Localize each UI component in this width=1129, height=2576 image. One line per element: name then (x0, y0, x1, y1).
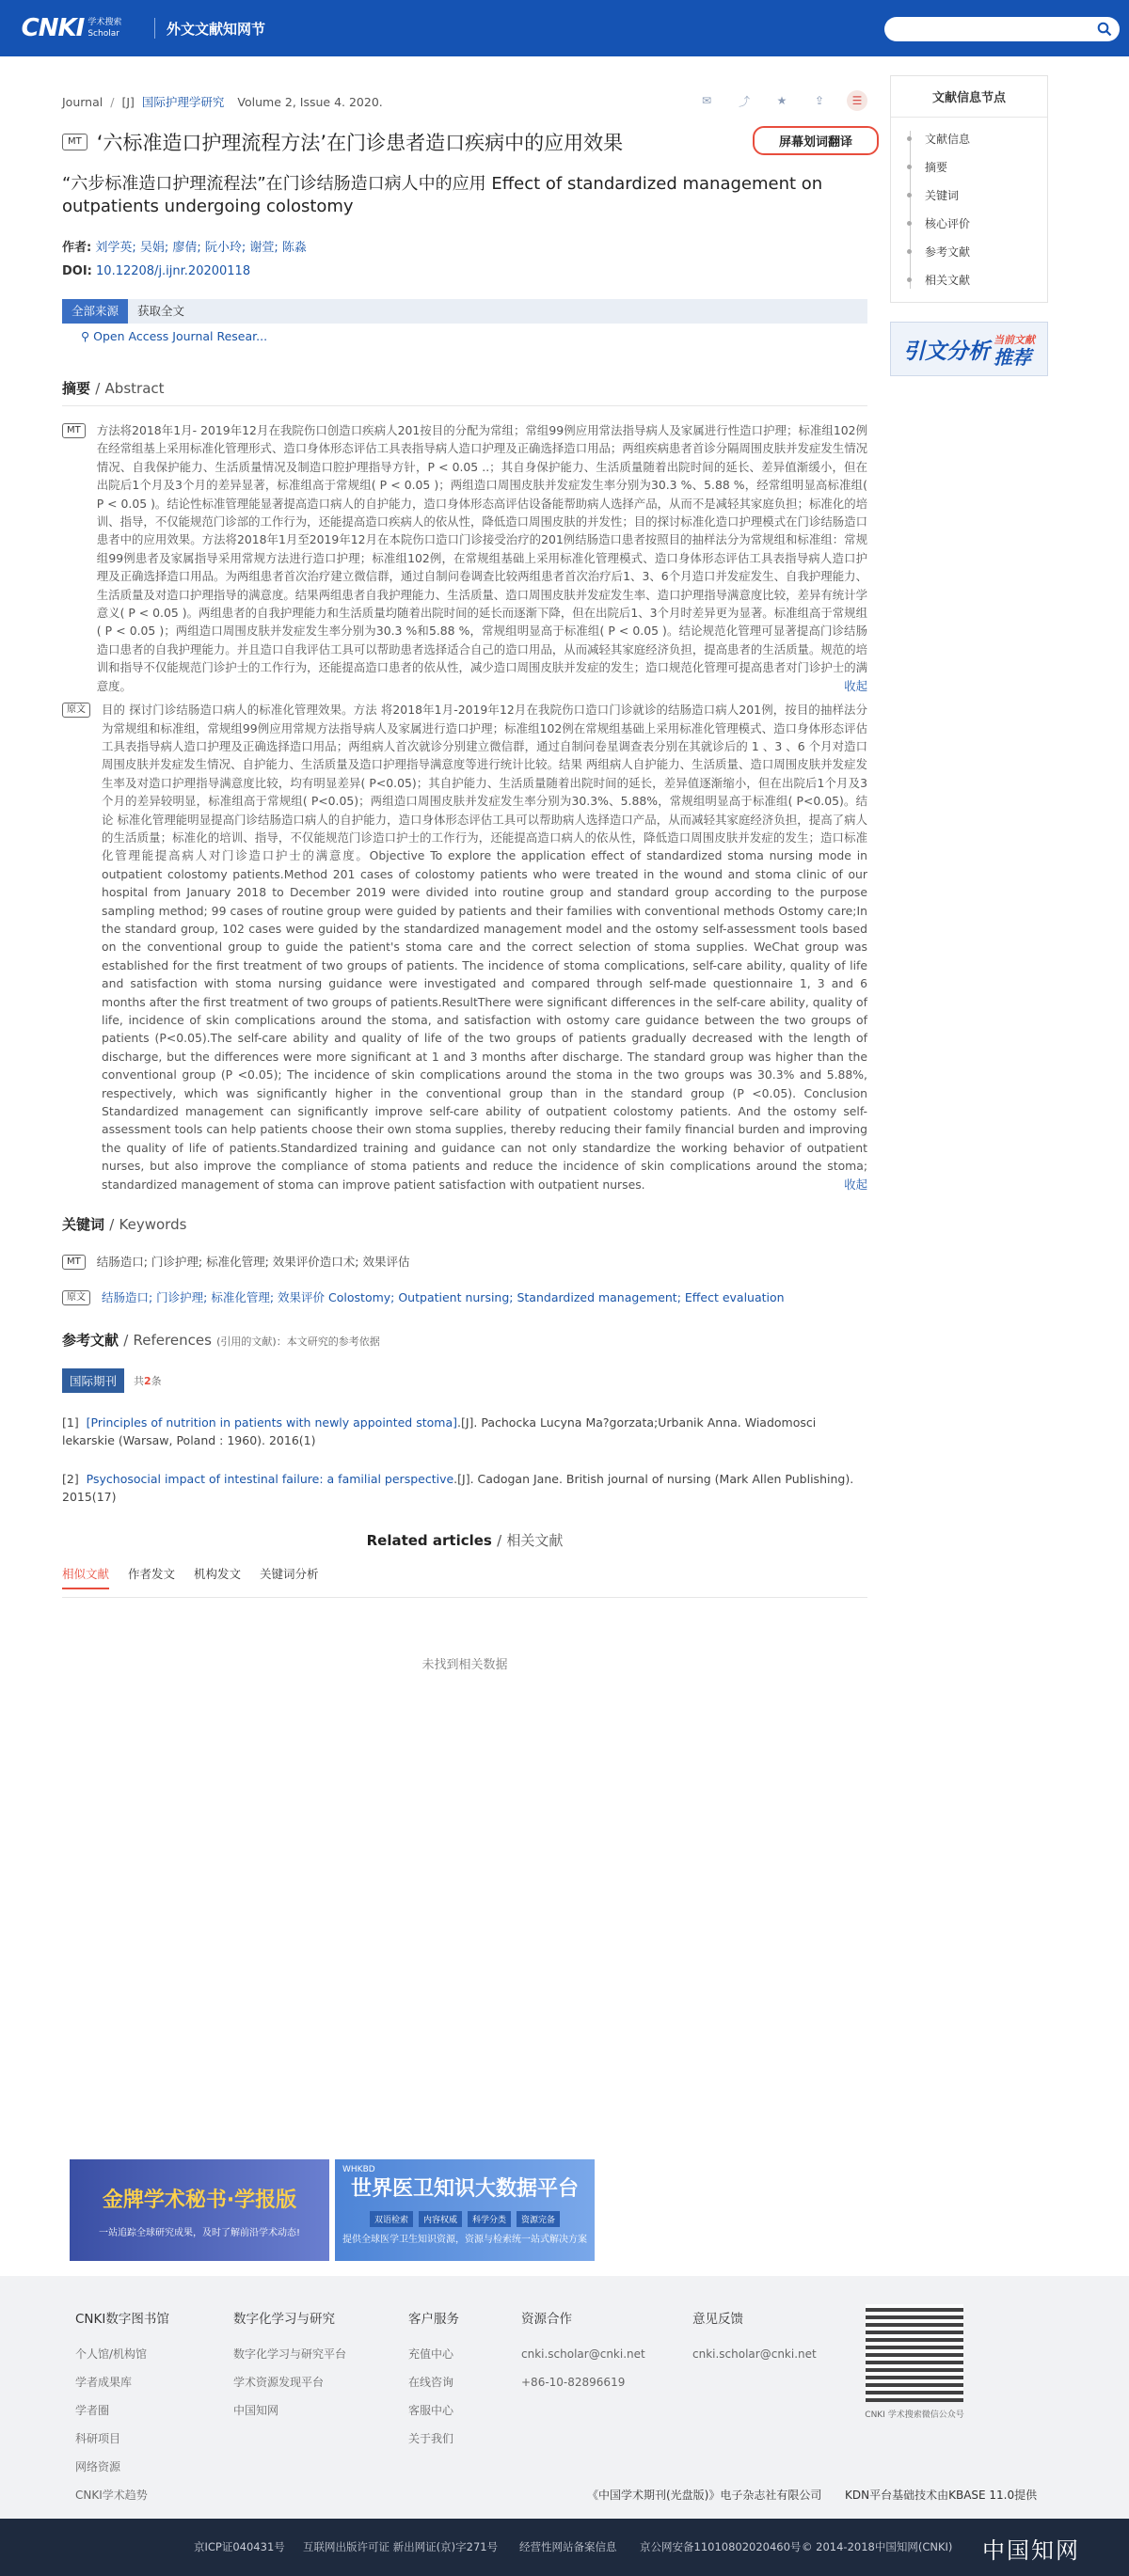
reference-item: [2] Psychosocial impact of intestinal failure: a familial perspective.[J]. Cadogan Jane. British journal of nursing (Mark Allen Publishing). 2015(17) (62, 1472, 854, 1505)
ad-banner-scholar[interactable]: 金牌学术秘书·学报版 一站追踪全球研究成果，及时了解前沿学术动态! (70, 2159, 329, 2261)
doi-label: DOI: (62, 264, 92, 278)
keywords-original-list[interactable]: 结肠造口; 门诊护理; 标准化管理; 效果评价 Colostomy; Outpatient nursing; Standardized management; Effect evaluation (102, 1290, 785, 1305)
collapse-link[interactable]: 收起 (844, 678, 867, 693)
top-bar (0, 0, 1129, 56)
abstract-heading: 摘要 / Abstract (62, 378, 867, 406)
publisher-text: 《中国学术期刊(光盘版)》电子杂志社有限公司 (587, 2489, 822, 2502)
header-divider (154, 18, 155, 39)
source-item[interactable] (62, 324, 867, 352)
cnki-logo[interactable] (0, 0, 143, 56)
reference-tabs (62, 1368, 867, 1393)
pub-type: Journal (62, 94, 103, 109)
tab-get-fulltext[interactable]: 获取全文 (137, 304, 185, 318)
footer-col-feedback: 意见反馈 cnki.scholar@cnki.net (692, 2312, 817, 2361)
keywords-heading: 关键词 / Keywords (62, 1216, 187, 1234)
tab-keyword-analysis[interactable]: 关键词分析 (260, 1567, 319, 1582)
mt-tag: MT (62, 134, 87, 150)
keywords-mt-list: 结肠造口; 门诊护理; 标准化管理; 效果评价造口术; 效果评估 (96, 1255, 410, 1270)
source-tabs (62, 299, 867, 324)
citation-analysis-banner[interactable]: 引文分析 当前文献 推荐 (890, 322, 1048, 376)
doi (62, 264, 867, 278)
page-title: ‘六标准造口护理流程方法’在门诊患者造口疾病中的应用效果 (96, 132, 624, 154)
keywords-original (62, 1288, 867, 1305)
qr-caption: CNKI 学术搜索微信公众号 (865, 2410, 964, 2420)
doi-link[interactable]: 10.12208/j.ijnr.20200118 (96, 264, 251, 278)
title-row (62, 128, 867, 156)
publication-meta: Journal / [J] 国际护理学研究 Volume 2, Issue 4. 2020. ✉ ⤴ ★ ⇪ ☰ 屏幕划词翻译 (62, 81, 867, 122)
original-title: “六步标准造口护理流程法”在门诊结肠造口病人中的应用 Effect of standardized management on outpatients undergoing colostomy (62, 174, 823, 216)
search-box (884, 17, 1120, 41)
logo-sub-en: Scholar (87, 29, 119, 39)
abstract-original (62, 701, 867, 1193)
original-tag: 原文 (62, 703, 90, 718)
tech-text: KDN平台基础技术由KBASE 11.0提供 (845, 2489, 1038, 2502)
reference-count: 共2条 (134, 1375, 162, 1388)
journal-link[interactable]: 国际护理学研究 (141, 95, 225, 109)
wechat-qr-code (866, 2304, 963, 2402)
sidebar-item-references[interactable]: 参考文献 (917, 238, 1047, 266)
original-tag: 原文 (62, 1290, 90, 1305)
authors (62, 237, 867, 255)
search-icon[interactable] (1097, 22, 1112, 37)
star-icon[interactable]: ★ (776, 94, 787, 107)
cnki-bottom-logo: 中国知网 (982, 2537, 1080, 2564)
mt-tag: MT (62, 1255, 86, 1270)
abstract-original-text: 目的 探讨门诊结肠造口病人的标准化管理效果。方法 将2018年1月-2019年12月在我院伤口造口门诊就诊的结肠造口病人201例，按目的抽样法分为常规组和标准组，常规组99例应用常规方法指导病人及家属进行造口护理；标准组102例在常规组基础上采用标准化管理模式、造口身体形态评估工具表指导病人造口护理及正确选择造口用品；两组病人首次就诊分别建立微信群，通过自制问卷星调查表分别在其就诊后的 1 、3 、6 个月对造口周围皮肤并发症发生情况、自护能力、生活质量及造口护理指导满意度等进行统计比较。结果 两组病人自护能力、生活质量、造口周围皮肤并发症发生率及对造口护理指导满意度比较，均有明显差异( P<0.05)；其自护能力、生活质量随着出院时间的延长，差异值逐渐缩小，但在出院后1个月及3个月的差异较明显，标准组高于常规组( P<0.05)；两组造口周围皮肤并发症发生率分别为30.3%、5.88%，常规组明显高于标准组( P<0.05)。结论 标准化管理能明显提高门诊结肠造口病人的自护能力，造口身体形态评估工具可以帮助病人选择造口产品，从而减轻其家庭经济负担，提高了病人的生活质量；标准化的培训、指导，不仅能规范门诊造口护士的工作行为，还能提高造口病人的依从性，降低造口周围皮肤并发症的发生；造口标准化管理能提高病人对门诊造口护士的满意度。Objective To explore the application effect of standardized stoma nursing mode in outpatient colostomy patients.Method 201 cases of colostomy patients who were treated in the wound and stoma clinic of our hospital from January 2018 to December 2019 were divided into routine group and standard group according to the purpose sampling method; 99 cases of routine group were guided by patients and their families with conventional methods Ostomy care;In the standard group, 102 cases were guided by the standardized management model and the ostomy self-assessment tools based on the conventional group to guide the patient's stoma care and the correct selection of stoma supplies. WeChat group was established for the first treatment of two groups of patients. The incidence of stoma complications, self-care ability, quality of life and satisfaction with stoma nursing guidance were investigated and compared through self-made questionnaire 1, 3 and 6 months after the first treatment of two groups of patients.ResultThere were significant differences in the self-care ability, quality of life, incidence of skin complications around the stoma, and satisfaction with ostomy care guidance between the two groups of patients (P<0.05).The self-care ability and quality of life of the two groups of patients gradually decreased with the length of discharge, but the differences were more significant at 1 and 3 months after discharge. The standard group was higher than the conventional group (P <0.05); The incidence of skin complications around the stoma in the two groups was 30.3% and 5.88%, respectively, which was significantly higher in the conventional group than in the standard group (P <0.05). Conclusion Standardized management can significantly improve self-care ability of outpatient colostomy patients. And the ostomy self-assessment tools can help patients choose their own stoma supplies, thereby reducing their family financial burden and improving the quality of life of patients.Standardized training and guidance can not only standardize the working behavior of outpatient nurses, but also improve the compliance of stoma patients and reduce the incidence of skin complications around the stoma; standardized management of stoma can improve patient satisfaction with outpatient nurses. (102, 703, 867, 1192)
mt-tag: MT (62, 423, 86, 438)
volume-info: Volume 2, Issue 4. 2020. (237, 94, 383, 109)
main-content (62, 81, 867, 1672)
reference-link[interactable]: [Principles of nutrition in patients with newly appointed stoma] (86, 1415, 457, 1430)
related-tabs (62, 1565, 867, 1598)
keywords-mt (62, 1253, 867, 1270)
source-item-label: Open Access Journal Resear... (93, 329, 268, 343)
tab-author-papers[interactable]: 作者发文 (128, 1567, 176, 1582)
logo-sub-cn: 学术搜索 (87, 18, 122, 27)
footer-col-learning: 数字化学习与研究 数字化学习与研究平台 学术资源发现平台 中国知网 (233, 2312, 347, 2417)
no-data-message: 未找到相关数据 (421, 1658, 508, 1673)
abstract-mt (62, 421, 867, 695)
authors-label: 作者: (62, 241, 92, 255)
toolbar (696, 90, 867, 111)
sidebar-item-related[interactable]: 相关文献 (917, 266, 1047, 294)
sidebar-item-evaluation[interactable]: 核心评价 (917, 210, 1047, 238)
related-heading: Related articles / 相关文献 (366, 1532, 564, 1550)
abstract-mt-text: 方法将2018年1月- 2019年12月在我院伤口创造口疾病人201按目的分配为常组；常组99例应用常法指导病人及家属进行性造口护理；标准组102例在经常组基上采用标准化管理形式、造口身体形态评估工具表指导病人造口护理及正确选择造口用品；两组疾病患者首诊分隔周围皮肤并发症发生情况情况、自我保护能力、生活质量情况及制造口腔护理指导方针，P < 0.05 ..；其自身保护能力、生活质量随着出院时间的延长、差异值渐缓小，但在出院后1个月及3个月的差异显著，标准组高于常规组( P < 0.05 )；两组造口周围皮肤并发症发生率分别为30.3 %、5.88 %，经常组明显高标准组( P < 0.05 )。结论性标准管理能显著提高造口病人的自护能力，造口身体形态高评估设备能帮助病人选择产品，从而不是减轻其家庭负担；标准化的培训、指导，不仅能规范门诊部的工作行为，还能提高造口疾病人的依从性，降低造口周围皮肤的并发性；目的探讨标准化造口护理模式在门诊结肠造口患者中的应用效果。方法将2018年1月至2019年12月在本院伤口造口门诊接受治疗的201例结肠造口患者按照目的抽样法分为常规组和标准组：常规组99例患者及家属指导采用常规方法进行造口护理；标准组102例，在常规组基础上采用标准化管理模式、造口身体形态评估工具表指导病人造口护理及正确选择造口用品。为两组患者首次治疗建立微信群，通过自制问卷调查比较两组患者首次治疗后1、3、6个月造口并发症发生、自我护理能力、生活质量及对造口护理指导的满意度。结果两组患者自我护理能力、生活质量、造口周围皮肤并发症发生率、造口护理指导满意度比较，差异有统计学意义( P < 0.05 )。两组患者的自我护理能力和生活质量均随着出院时间的延长而逐渐下降，但在出院后1、3个月时差异更为显著。标准组高于常规组( P < 0.05 )；两组造口周围皮肤并发症发生率分别为30.3 %和5.88 %，常规组明显高于标准组( P < 0.05 )。结论规范化管理可显著提高门诊结肠造口患者的自我护理能力。并且造口自我评估工具可以帮助患者选择适合自己的造口用品，从而减轻其家庭经济负担，提高患者的生活质量。规范的培训和指导不仅能规范门诊护士的工作行为，还能提高造口患者的依从性，减少造口周围皮肤并发症的发生；造口规范化管理可提高患者对门诊护士的满意度。 (96, 423, 867, 693)
attachment-icon: ⚲ (81, 329, 90, 343)
sidebar-item-info[interactable]: 文献信息 (917, 125, 1047, 153)
tab-similar[interactable]: 相似文献 (62, 1565, 109, 1589)
pub-tag: [J] (121, 94, 135, 109)
author-links[interactable]: 刘学英; 吴娟; 廖倩; 阮小玲; 谢萱; 陈淼 (95, 241, 307, 255)
email-icon[interactable]: ✉ (701, 94, 712, 107)
sidebar-item-keywords[interactable]: 关键词 (917, 182, 1047, 210)
tab-all-sources[interactable]: 全部来源 (62, 299, 128, 324)
reference-link[interactable]: Psychosocial impact of intestinal failure: a familial perspective (86, 1472, 454, 1487)
collapse-link[interactable]: 收起 (844, 1177, 867, 1192)
references-heading: 参考文献 / References (引用的文献)：本文研究的参考依据 (62, 1332, 380, 1350)
footer (0, 2276, 1129, 2519)
sidebar-nav (890, 75, 1048, 303)
sidebar-title: 文献信息节点 (891, 76, 1047, 118)
site-name: 外文文献知网节 (167, 20, 266, 38)
sidebar-item-abstract[interactable]: 摘要 (917, 153, 1047, 182)
translate-icon[interactable]: ☰ (847, 90, 867, 111)
search-input[interactable] (894, 19, 1097, 40)
share-icon[interactable]: ⤴ (738, 94, 750, 108)
bottom-bar: 京ICP证040431号 互联网出版许可证 新出网证(京)字271号 经营性网站备案信息 京公网安备11010802020460号 © 2014-2018中国知网(CNKI) 中国知网 (0, 2519, 1129, 2576)
footer-col-cooperation: 资源合作 cnki.scholar@cnki.net +86-10-82896619 (521, 2312, 645, 2389)
footer-col-library: CNKI数字图书馆 个人馆/机构馆 学者成果库 学者圈 科研项目 网络资源 CNKI学术趋势 (75, 2312, 169, 2502)
translate-tooltip: 屏幕划词翻译 (753, 126, 879, 155)
export-icon[interactable]: ⇪ (814, 94, 825, 107)
footer-col-service: 客户服务 充值中心 在线咨询 客服中心 关于我们 (408, 2312, 459, 2445)
logo-text: CNKI (21, 14, 85, 42)
reference-item: [1] [Principles of nutrition in patients with newly appointed stoma].[J]. Pachocka Lucyna Ma?gorzata;Urbanik Anna. Wiadomosci lekarskie (Warsaw, Poland : 1960). 2016(1) (62, 1415, 817, 1448)
tab-institution-papers[interactable]: 机构发文 (194, 1567, 242, 1582)
ad-banner-whkbd[interactable]: WHKBD 世界医卫知识大数据平台 双语检索 内容权威 科学分类 资源完备 提供全球医学卫生知识资源，资源与检索统一站式解决方案 (335, 2159, 595, 2261)
tab-intl-journals[interactable]: 国际期刊 (62, 1368, 124, 1393)
